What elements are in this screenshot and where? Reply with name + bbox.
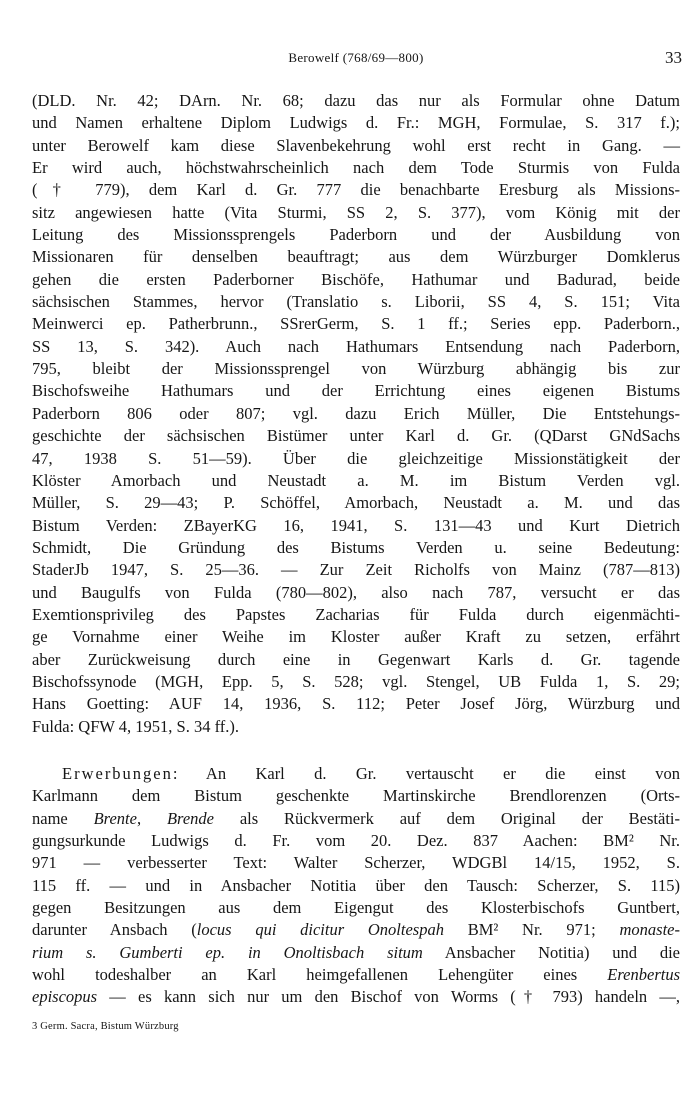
- italic-name: Erenbertus: [607, 965, 680, 985]
- text-line: geschichte der sächsischen Bistümer unter Karl d. Gr. (QDarst GNdSachs: [32, 426, 680, 446]
- text-run: — es kann sich nur um den Bischof von Worms († 793) handeln —,: [97, 987, 680, 1007]
- text-line: Bischofssynode (MGH, Epp. 5, S. 528; vgl. Stengel, UB Fulda 1, S. 29;: [32, 671, 680, 691]
- text-line: Klöster Amorbach und Neustadt a. M. im Bistum Verden vgl.: [32, 470, 680, 490]
- text-line: gegen Besitzungen aus dem Eigengut des Klosterbischofs Guntbert,: [32, 898, 680, 918]
- text-line: StaderJb 1947, S. 25—36. — Zur Zeit Richolfs von Mainz (787—813): [32, 560, 680, 580]
- text-run: Ansbacher Notitia) und die: [422, 942, 680, 962]
- text-line: Hans Goetting: AUF 14, 1936, S. 112; Peter Josef Jörg, Würzburg und: [32, 694, 680, 714]
- paragraph-gap: [32, 738, 680, 763]
- text-line: [32, 808, 680, 830]
- text-line: († 779), dem Karl d. Gr. 777 die benachbarte Eresburg als Missions-: [32, 180, 680, 200]
- text-line: sitz angewiesen hatte (Vita Sturmi, SS 2, S. 377), vom König mit der: [32, 202, 680, 222]
- italic-quotation: locus qui dicitur Onoltespah: [196, 920, 444, 940]
- italic-quotation: rium s. Gumberti ep. in Onoltisbach situm: [32, 942, 423, 962]
- text-line: 971 — verbesserter Text: Walter Scherzer, WDGBl 14/15, 1952, S.: [32, 853, 680, 873]
- signature-line: 3 Germ. Sacra, Bistum Würzburg: [32, 1021, 179, 1032]
- text-line: unter Berowelf kam diese Slavenbekehrung wohl erst recht in Gang. —: [32, 135, 680, 155]
- italic-place-name: Brende: [166, 808, 214, 828]
- text-line: Bistum Verden: ZBayerKG 16, 1941, S. 131—43 und Kurt Dietrich: [32, 515, 680, 535]
- text-line: Exemtionsprivileg des Papstes Zacharias für Fulda durch eigenmächti-: [32, 604, 680, 624]
- text-run: BM² Nr. 971;: [443, 920, 620, 940]
- text-line: Missionaren für denselben beauftragt; aus dem Würzburger Domklerus: [32, 247, 680, 267]
- text-line: [32, 942, 680, 964]
- text-line: Karlmann dem Bistum geschenkte Martinskirche Brendlorenzen (Orts-: [32, 786, 680, 806]
- text-line: 47, 1938 S. 51—59). Über die gleichzeitige Missionstätigkeit der: [32, 448, 680, 468]
- text-line: Er wird auch, höchstwahrscheinlich nach dem Tode Sturmis von Fulda: [32, 158, 680, 178]
- text-line: gehen die ersten Paderborner Bischöfe, Hathumar und Badurad, beide: [32, 269, 680, 289]
- text-run: : An Karl d. Gr. vertauscht er die einst von: [172, 763, 680, 783]
- text-line: [32, 919, 680, 941]
- text-line: und Namen erhaltene Diplom Ludwigs d. Fr.: MGH, Formulae, S. 317 f.);: [32, 113, 680, 133]
- text-run: darunter Ansbach (: [32, 920, 197, 940]
- running-head: [30, 50, 682, 70]
- text-line: 115 ff. — und in Ansbacher Notitia über den Tausch: Scherzer, S. 115): [32, 875, 680, 895]
- text-line: Leitung des Missionssprengels Paderborn und der Ausbildung von: [32, 225, 680, 245]
- text-run: ,: [136, 808, 167, 828]
- text-line: Meinwerci ep. Patherbrunn., SSrerGerm, S. 1 ff.; Series epp. Paderborn.,: [32, 314, 680, 334]
- paragraph-berowelf-mission: [32, 90, 680, 738]
- text-line: [32, 964, 680, 986]
- text-line: Müller, S. 29—43; P. Schöffel, Amorbach, Neustadt a. M. und das: [32, 493, 680, 513]
- running-head-title: Berowelf (768/69—800): [288, 50, 424, 65]
- text-line: aber Zurückweisung durch eine in Gegenwart Karls d. Gr. tagende: [32, 649, 680, 669]
- text-line: sächsischen Stammes, hervor (Translatio s. Liborii, SS 4, S. 151; Vita: [32, 292, 680, 312]
- italic-place-name: Brente: [93, 808, 137, 828]
- body-text: [32, 90, 680, 1009]
- section-heading-erwerbungen: Erwerbungen: [62, 763, 173, 783]
- text-line: Fulda: QFW 4, 1951, S. 34 ff.).: [32, 716, 240, 736]
- text-line: 795, bleibt der Missionssprengel von Würzburg abhängig bis zur: [32, 359, 680, 379]
- text-line: gungsurkunde Ludwigs d. Fr. vom 20. Dez. 837 Aachen: BM² Nr.: [32, 831, 680, 850]
- text-run: als Rückvermerk auf dem Original der Bestäti-: [214, 808, 680, 828]
- page-number: 33: [665, 48, 682, 67]
- italic-quotation: monaste-: [619, 920, 680, 940]
- text-run: name: [32, 808, 94, 828]
- text-line: [32, 986, 680, 1008]
- text-line: Schmidt, Die Gründung des Bistums Verden u. seine Bedeutung:: [32, 537, 680, 557]
- text-line: Bischofsweihe Hathumars und der Errichtung eines eigenen Bistums: [32, 381, 680, 401]
- text-line: und Baugulfs von Fulda (780—802), also nach 787, versucht er das: [32, 582, 680, 602]
- text-run: wohl todeshalber an Karl heimgefallenen Lehengüter eines: [32, 965, 608, 985]
- paragraph-erwerbungen: [32, 763, 680, 1009]
- text-line: (DLD. Nr. 42; DArn. Nr. 68; dazu das nur als Formular ohne Datum: [32, 91, 680, 110]
- text-line: [32, 763, 680, 785]
- text-line: Paderborn 806 oder 807; vgl. dazu Erich Müller, Die Entstehungs-: [32, 403, 680, 423]
- italic-name: episcopus: [32, 987, 98, 1007]
- text-line: SS 13, S. 342). Auch nach Hathumars Entsendung nach Paderborn,: [32, 336, 680, 356]
- text-line: ge Vornahme einer Weihe im Kloster außer Kraft zu setzen, erfährt: [32, 627, 680, 647]
